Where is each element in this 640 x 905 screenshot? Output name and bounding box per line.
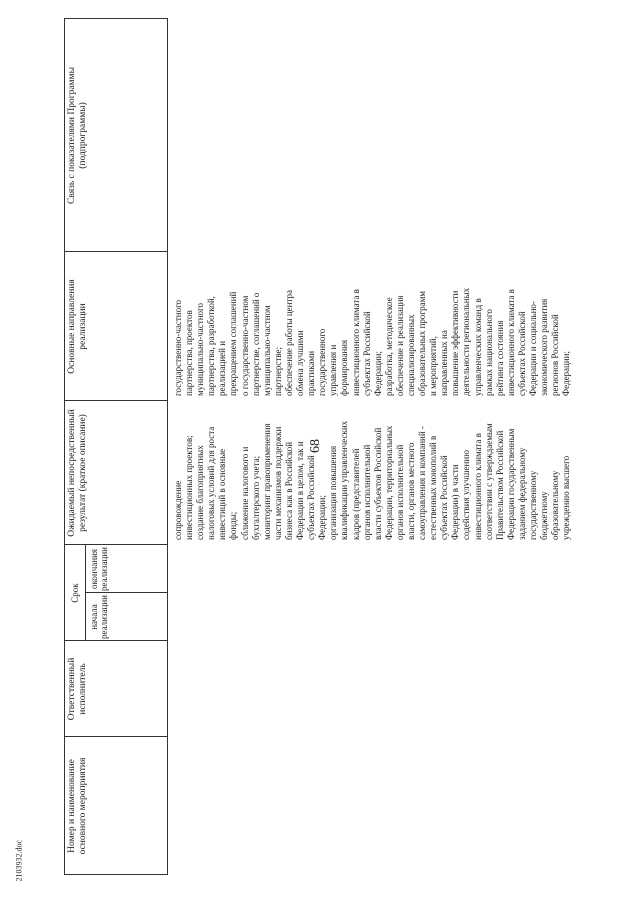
directions-text: государственно-частного партнерства, проектов муниципально-частного партнерства, разработкой, реализацией и прекращением соглашений о государственно-частном партнерстве, соглашений о муниципально-частном партнерстве; обеспечение работы центра обмена лучшими практиками государственного управления и формирования инвестиционного климата в субъектах Российской Федерации; разработка, методическое обеспечение и реализация специализированных образовательных программ и мероприятий, направленных на повышение эффективности деятельности региональных управленческих команд в рамках национального рейтинга состояния инвестиционного климата в субъектах Российской Федерации и социально- экономического развития регионов Российской Федерации; bbox=[173, 287, 572, 396]
header-start: начала реализации bbox=[89, 595, 109, 639]
document-id: 2103932.doc bbox=[14, 839, 24, 882]
expected-result-text: сопровождение инвестиционных проектов; создание благоприятных налоговых условий для роста инвестиций в основные фонды; сближение налогового и бухгалтерского учета; мониторинг правоприменения части механизмов поддержки бизнеса как в Российской Федерации в целом, так и субъектах Российской Федерации; организация повышения квалификации управленческих кадров (представителей органов исполнительной власти субъектов Российской Федерации, территориальных органов исполнительной власти, органов местного самоуправления и компаний - естественных монополий в субъектах Российской Федерации) в части содействия улучшению инвестиционного климата в соответствии с утверждаемым Правительством Российской Федерации государственным заданием федеральному государственному бюджетному образовательному учреждению высшего bbox=[173, 420, 572, 540]
header-srok: Срок bbox=[70, 583, 80, 603]
header-end: окончания реализации bbox=[89, 547, 109, 591]
header-indicators-link: Связь с показателями Программы (подпрограммы) bbox=[67, 67, 88, 204]
header-responsible: Ответственный исполнитель bbox=[67, 657, 88, 721]
page-number: 68 bbox=[308, 439, 323, 453]
header-name-measure: Номер и наименование основного мероприятия bbox=[67, 757, 88, 855]
rotated-page bbox=[64, 18, 634, 875]
header-directions: Основные направления реализации bbox=[67, 279, 88, 374]
header-bottom-rule bbox=[167, 18, 168, 875]
header-expected-result: Ожидаемый непосредственный результат (краткое описание) bbox=[67, 409, 88, 537]
measures-table bbox=[64, 18, 635, 875]
srok-divider bbox=[85, 545, 86, 641]
